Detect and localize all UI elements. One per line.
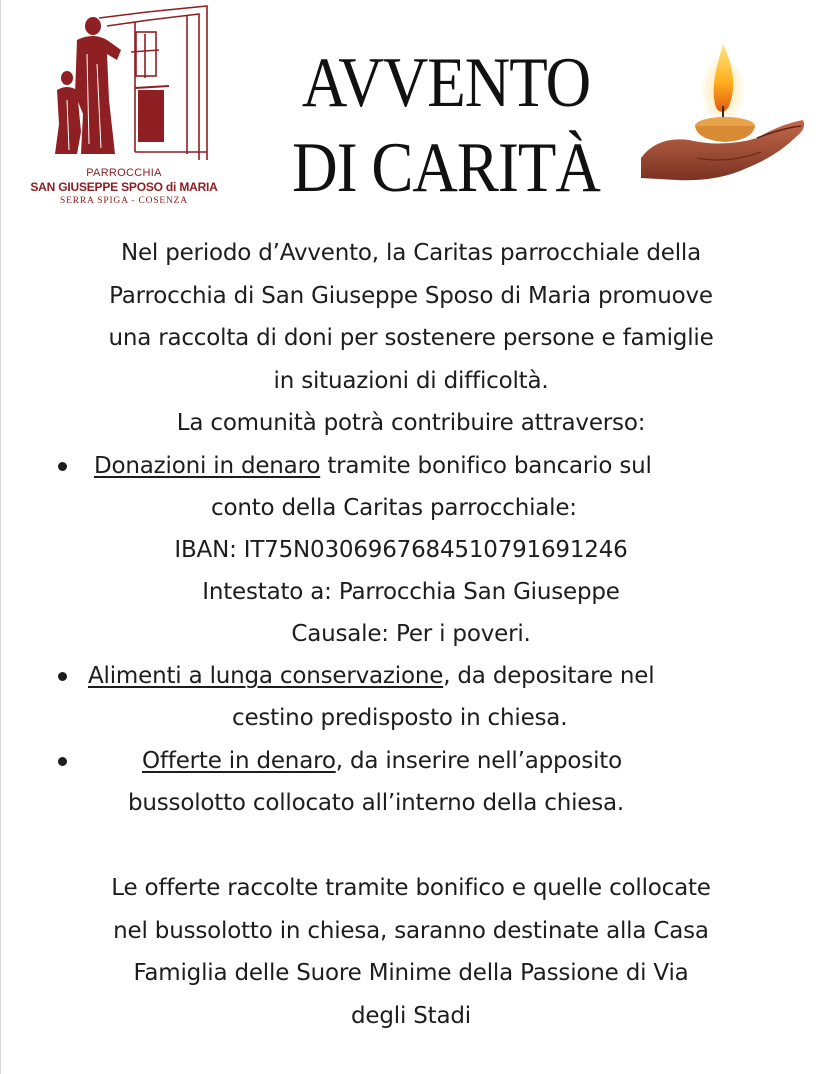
bullet-2-underlined: Alimenti a lunga conservazione (88, 663, 444, 689)
intro-line: in situazioni di difficoltà. (273, 367, 549, 394)
title-line-2: DI CARITÀ (292, 128, 600, 207)
iban-line: IBAN: IT75N0306967684510791691246 (174, 537, 628, 563)
intro-line: Nel periodo d’Avvento, la Caritas parrocchiale della (120, 240, 702, 266)
outro-line: Le offerte raccolte tramite bonifico e quelle collocate (111, 875, 711, 901)
logo-location: SERRA SPIGA - COSENZA (60, 196, 188, 206)
bullet-1-underlined: Donazioni in denaro (94, 453, 321, 479)
bullet-3-line (142, 740, 622, 783)
bullet-1-continuation: conto della Caritas parrocchiale: (211, 495, 577, 521)
parish-saint-joseph-icon (37, 4, 209, 164)
bullet-2-line (88, 655, 654, 698)
candle-in-hand-icon (637, 40, 807, 190)
intro-paragraph (1, 232, 820, 445)
bullet-1-line (94, 445, 652, 488)
page-title (251, 40, 641, 210)
payment-reason-line: Causale: Per i poveri. (291, 621, 531, 647)
closing-paragraph (1, 867, 820, 1037)
parish-logo (19, 4, 229, 210)
intro-line: una raccolta di doni per sostenere persone e famiglie (108, 325, 714, 351)
outro-line: Famiglia delle Suore Minime della Passione di Via (133, 960, 689, 986)
bullet-3-underlined: Offerte in denaro (142, 748, 336, 774)
intro-line: La comunità potrà contribuire attraverso: (176, 410, 646, 436)
logo-parish-label: PARROCCHIA (86, 167, 162, 179)
outro-line: nel bussolotto in chiesa, saranno destinate alla Casa (113, 917, 709, 944)
outro-line: degli Stadi (351, 1002, 471, 1029)
intro-line: Parrocchia di San Giuseppe Sposo di Maria promuove (109, 282, 713, 309)
bullet-dot (58, 757, 67, 766)
title-line-1: AVVENTO (301, 43, 591, 122)
bullet-1-rest: tramite bonifico bancario sul (320, 453, 652, 479)
account-holder-line: Intestato a: Parrocchia San Giuseppe (202, 579, 620, 605)
bullet-dot (58, 462, 67, 471)
bullet-3-rest: , da inserire nell’apposito (335, 748, 622, 774)
bullet-2-continuation: cestino predisposto in chiesa. (232, 705, 568, 731)
bullet-dot (58, 672, 67, 681)
bullet-2-rest: , da depositare nel (443, 663, 655, 689)
logo-parish-name: SAN GIUSEPPE SPOSO di MARIA (30, 180, 218, 194)
bullet-3-continuation: bussolotto collocato all’interno della chiesa. (128, 790, 625, 816)
